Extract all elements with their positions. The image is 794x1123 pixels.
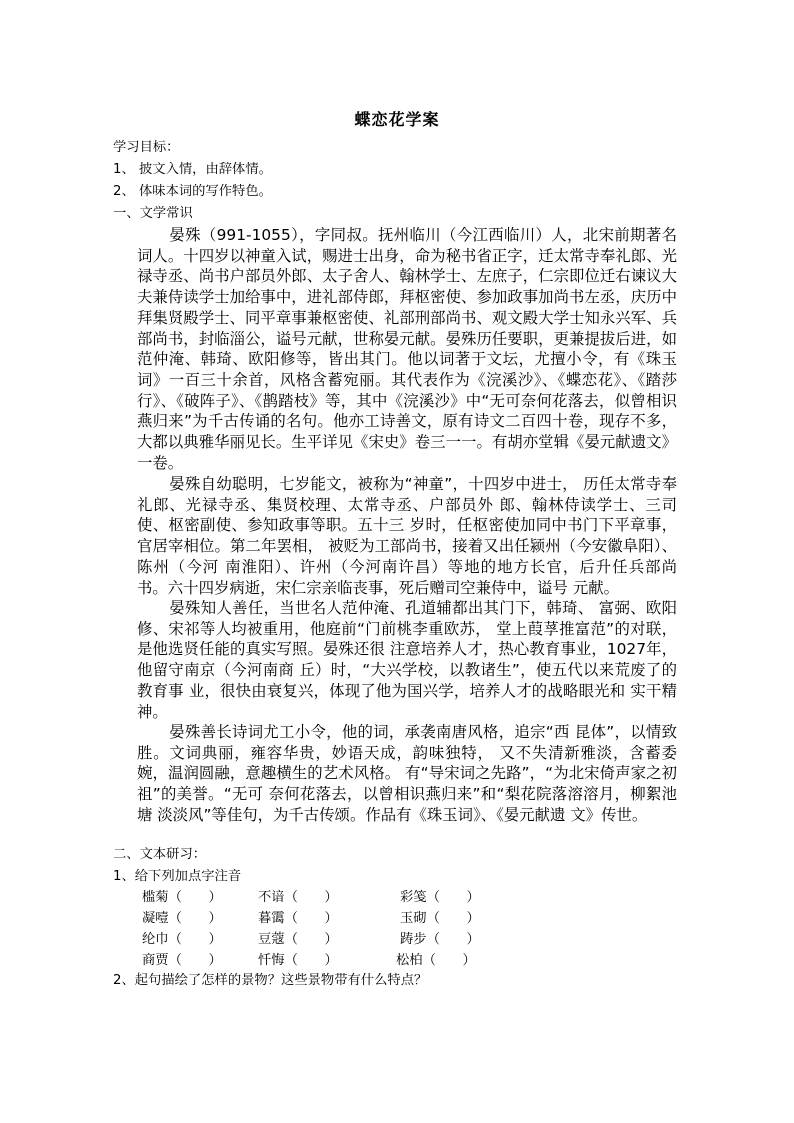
page-title: 蝶恋花学案 [354, 110, 440, 129]
paragraph-talent [137, 598, 677, 722]
paragraph-career-text: 晏殊自幼聪明，七岁能文，被称为“神童”，十四岁中进士， 历任太常寺奉礼郎、光禄寺丞、集贤校理、太常寺丞、户部员外 郎、翰林侍读学士、三司使、枢密副使、参知政事等职。五十三 岁时，任枢密使加同中书门下平章事，官居宰相位。第二年罢相， 被贬为工部尚书，接着又出任颍州（今安徽阜阳）、陈州（今河 南淮阳）、许州（今河南许昌）等地的地方长官，后升任兵部尚 书。六十四岁病逝，宋仁宗亲临丧事，死后赠司空兼侍中，谥号 元献。 [137, 475, 677, 597]
question-2: 2、起句描绘了怎样的景物？这些景物带有什么特点？ [113, 973, 428, 988]
objective-item-1: 1、 披文入情，由辞体情。 [113, 162, 272, 177]
paragraph-biography-text: 晏殊（991-1055），字同叔。抚州临川（今江西临川）人，北宋前期著名词人。十四岁以神童入试，赐进士出身，命为秘书省正字，迁太常寺奉礼郎、光禄寺丞、尚书户部员外郎、太子舍人、翰林学士、左庶子，仁宗即位迁右谏议大夫兼侍读学士加给事中，进礼部侍郎，拜枢密使、参加政事加尚书左丞，庆历中拜集贤殿学士、同平章事兼枢密使、礼部刑部尚书、观文殿大学士知永兴军、兵部尚书，封临淄公，谥号元献，世称晏元献。晏殊历任要职，更兼提拔后进，如范仲淹、韩琦、欧阳修等，皆出其门。他以词著于文坛，尤擅小令，有《珠玉词》一百三十余首，风格含蓄宛丽。其代表作为《浣溪沙》、《蝶恋花》、《踏莎行》、《破阵子》、《鹊踏枝》等，其中《浣溪沙》中“无可奈何花落去，似曾相识燕归来”为千古传诵的名句。他亦工诗善文，原有诗文二百四十卷，现存不多，大都以典雅华丽见长。生平详见《宋史》卷三一一。有胡亦堂辑《晏元献遗文》一卷。 [137, 226, 677, 472]
section-2-heading: 二、文本研习： [113, 847, 207, 862]
paragraph-talent-text: 晏殊知人善任，当世名人范仲淹、孔道辅都出其门下，韩琦、 富弼、欧阳修、宋祁等人均被重用，他庭前“门前桃李重欧苏， 堂上葭莩推富范”的对联，是他选贤任能的真实写照。晏殊还很 注意培养人才，热心教育事业，1027年，他留守南京（今河南商 丘）时，“大兴学校，以教诸生”，使五代以来荒废了的教育事 业，很快由衰复兴，体现了他为国兴学，培养人才的战略眼光和 实干精神。 [137, 599, 677, 721]
pinyin-item: 纶巾（ ） [142, 932, 222, 947]
section-1-heading: 一、文学常识 [113, 206, 193, 221]
pinyin-item: 凝噎（ ） [142, 911, 222, 926]
objectives-heading: 学习目标： [113, 140, 180, 155]
paragraph-style [137, 722, 677, 826]
objective-item-2: 2、 体味本词的写作特色。 [113, 184, 272, 199]
pinyin-item: 松柏（ ） [396, 953, 476, 968]
pinyin-item: 不谙（ ） [258, 890, 338, 905]
pinyin-item: 玉砌（ ） [400, 911, 480, 926]
paragraph-style-text: 晏殊善长诗词尤工小令，他的词，承袭南唐风格，追宗“西 昆体”，以情致胜。文词典丽，雍容华贵，妙语天成，韵味独特， 又不失清新雅淡，含蓄委婉，温润圆融，意趣横生的艺术风格。 有“导宋词之先路”，“为北宋倚声家之初祖”的美誉。“无可 奈何花落去，以曾相识燕归来”和“梨花院落溶溶月，柳絮池塘 淡淡风”等佳句，为千古传颂。作品有《珠玉词》、《晏元献遗 文》传世。 [137, 723, 677, 824]
pinyin-item: 槛菊（ ） [142, 890, 222, 905]
pinyin-item: 彩笺（ ） [400, 890, 480, 905]
pinyin-item: 豆蔻（ ） [258, 932, 338, 947]
pinyin-item: 踌步（ ） [400, 932, 480, 947]
paragraph-career [137, 474, 677, 598]
question-1: 1、给下列加点字注音 [113, 869, 242, 884]
paragraph-biography [137, 225, 677, 473]
pinyin-item: 暮霭（ ） [258, 911, 338, 926]
pinyin-item: 商贾（ ） [142, 953, 222, 968]
pinyin-item: 忏悔（ ） [258, 953, 338, 968]
